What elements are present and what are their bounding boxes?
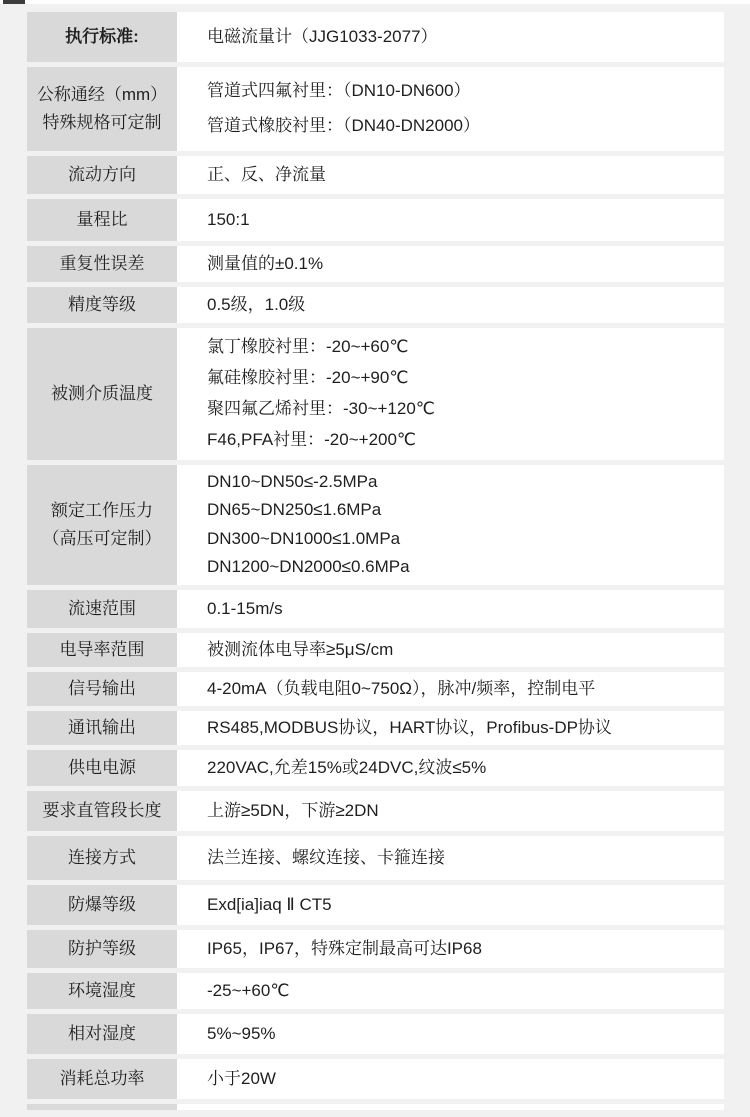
spec-label: 消耗总功率 xyxy=(27,1059,177,1099)
spec-row-velocity-range xyxy=(27,590,724,628)
spec-value: 法兰连接、螺纹连接、卡箍连接 xyxy=(177,836,724,880)
spec-row-straight-pipe-length xyxy=(27,791,724,831)
spec-label: 公称通经（mm） 特殊规格可定制 xyxy=(27,67,177,151)
spec-row-repeatability-error xyxy=(27,246,724,282)
spec-value xyxy=(177,1104,724,1110)
spec-value: 5%~95% xyxy=(177,1014,724,1054)
spec-label: 精度等级 xyxy=(27,287,177,323)
spec-row-flow-direction xyxy=(27,156,724,194)
spec-label: 重复性误差 xyxy=(27,246,177,282)
spec-row-turndown-ratio xyxy=(27,199,724,241)
spec-value: -25~+60℃ xyxy=(177,973,724,1009)
spec-value: 电磁流量计（JJG1033-2077） xyxy=(177,12,724,62)
spec-row-explosion-proof-rating xyxy=(27,885,724,925)
spec-row-relative-humidity xyxy=(27,1014,724,1054)
spec-row-medium-temperature xyxy=(27,328,724,460)
spec-row-accuracy-class xyxy=(27,287,724,323)
spec-value: 小于20W xyxy=(177,1059,724,1099)
spec-row-environment-humidity xyxy=(27,973,724,1009)
spec-row-executive-standard xyxy=(27,12,724,62)
spec-row-conductivity-range xyxy=(27,633,724,667)
top-left-mark xyxy=(3,0,25,4)
spec-row-total-power-consumption xyxy=(27,1059,724,1099)
spec-value: 220VAC,允差15%或24DVC,纹波≤5% xyxy=(177,750,724,786)
spec-value: 4-20mA（负载电阻0~750Ω），脉冲/频率，控制电平 xyxy=(177,672,724,706)
spec-row-partial-cutoff xyxy=(27,1104,724,1110)
spec-label: 防爆等级 xyxy=(27,885,177,925)
spec-label: 环境湿度 xyxy=(27,973,177,1009)
spec-label: 供电电源 xyxy=(27,750,177,786)
top-edge-remnant xyxy=(0,0,750,12)
spec-value: 0.5级，1.0级 xyxy=(177,287,724,323)
spec-row-connection-type xyxy=(27,836,724,880)
spec-label: 流动方向 xyxy=(27,156,177,194)
spec-row-communication-output xyxy=(27,711,724,745)
spec-label: 信号输出 xyxy=(27,672,177,706)
spec-value: 上游≥5DN，下游≥2DN xyxy=(177,791,724,831)
spec-row-power-supply xyxy=(27,750,724,786)
spec-table xyxy=(0,12,750,1110)
spec-label: 通讯输出 xyxy=(27,711,177,745)
spec-value: 管道式四氟衬里：（DN10-DN600） 管道式橡胶衬里：（DN40-DN2000） xyxy=(177,67,724,151)
spec-label: 电导率范围 xyxy=(27,633,177,667)
spec-value: 0.1-15m/s xyxy=(177,590,724,628)
spec-label xyxy=(27,1104,177,1110)
top-white-strip xyxy=(0,0,750,4)
spec-label: 被测介质温度 xyxy=(27,328,177,460)
spec-label: 防护等级 xyxy=(27,930,177,968)
spec-value: Exd[ia]iaq Ⅱ CT5 xyxy=(177,885,724,925)
spec-row-protection-rating xyxy=(27,930,724,968)
spec-value: DN10~DN50≤-2.5MPa DN65~DN250≤1.6MPa DN300~DN1000≤1.0MPa DN1200~DN2000≤0.6MPa xyxy=(177,465,724,585)
spec-value: IP65，IP67，特殊定制最高可达IP68 xyxy=(177,930,724,968)
spec-label: 相对湿度 xyxy=(27,1014,177,1054)
spec-row-rated-working-pressure xyxy=(27,465,724,585)
spec-label: 连接方式 xyxy=(27,836,177,880)
spec-value: 正、反、净流量 xyxy=(177,156,724,194)
spec-label: 流速范围 xyxy=(27,590,177,628)
spec-value: 被测流体电导率≥5μS/cm xyxy=(177,633,724,667)
spec-row-nominal-diameter xyxy=(27,67,724,151)
spec-label: 量程比 xyxy=(27,199,177,241)
spec-value: 氯丁橡胶衬里：-20~+60℃ 氟硅橡胶衬里：-20~+90℃ 聚四氟乙烯衬里：-30~+120℃ F46,PFA衬里：-20~+200℃ xyxy=(177,328,724,460)
spec-label: 执行标准: xyxy=(27,12,177,62)
spec-value: 测量值的±0.1% xyxy=(177,246,724,282)
spec-label: 要求直管段长度 xyxy=(27,791,177,831)
spec-value: RS485,MODBUS协议，HART协议，Profibus-DP协议 xyxy=(177,711,724,745)
spec-value: 150:1 xyxy=(177,199,724,241)
spec-row-signal-output xyxy=(27,672,724,706)
spec-label: 额定工作压力 （高压可定制） xyxy=(27,465,177,585)
